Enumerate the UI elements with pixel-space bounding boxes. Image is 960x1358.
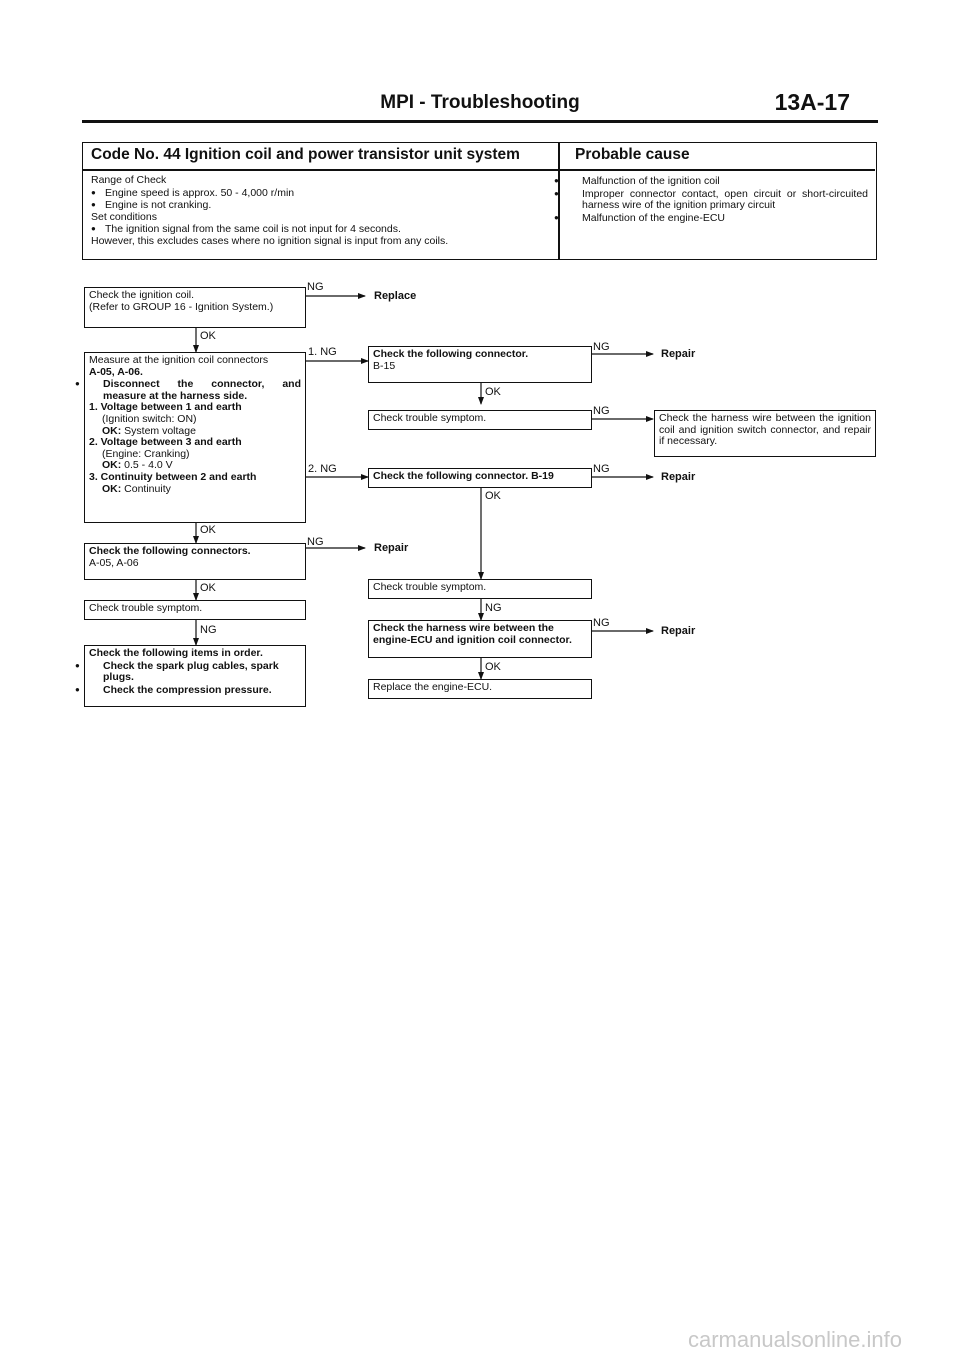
ng-label: NG xyxy=(307,281,324,293)
measure-condition: (Engine: Cranking) xyxy=(102,447,190,460)
box-text: Check trouble symptom. xyxy=(373,581,487,593)
ng-label: NG xyxy=(485,602,502,614)
measure-item: 1. Voltage between 1 and earth xyxy=(89,401,242,414)
box-text: (Refer to GROUP 16 - Ignition System.) xyxy=(89,300,274,313)
code-heading: Code No. 44 Ignition coil and power transistor unit system xyxy=(91,146,520,163)
site-watermark: carmanualsonline.info xyxy=(687,1327,902,1352)
ng-label: NG xyxy=(200,624,217,636)
check-trouble-symptom-box xyxy=(368,579,592,599)
repair-label: Repair xyxy=(661,625,696,637)
range-item: ● Engine is not cranking. xyxy=(91,199,553,212)
box-text: Replace the engine-ECU. xyxy=(373,681,493,693)
check-trouble-symptom-box xyxy=(84,600,306,620)
measure-item: 2. Voltage between 3 and earth xyxy=(89,436,242,449)
ng2-label: 2. NG xyxy=(308,463,337,475)
set-conditions-note: However, this excludes cases where no ignition signal is input from any coils. xyxy=(91,234,449,247)
box-text: B-15 xyxy=(373,359,396,372)
box-text: Check the following items in order. xyxy=(89,647,263,659)
check-connectors-a05-a06-box xyxy=(84,543,306,580)
box-text: Check trouble symptom. xyxy=(373,412,487,424)
set-condition-item: ● The ignition signal from the same coil is not input for 4 seconds. xyxy=(91,223,553,236)
measure-condition: (Ignition switch: ON) xyxy=(102,412,197,425)
ok-label: OK xyxy=(485,661,501,673)
replace-label: Replace xyxy=(374,290,417,302)
box-text: Check the following connector. xyxy=(373,348,529,360)
range-label: Range of Check xyxy=(91,174,167,186)
cause-item: ● Improper connector contact, open circuit or short-circuited harness wire of the ignition primary circuit xyxy=(568,188,868,212)
box-text: Check the harness wire between the engine-ECU and ignition coil connector. xyxy=(373,622,572,646)
check-harness-coil-box xyxy=(654,410,876,457)
cause-item: ● Malfunction of the ignition coil xyxy=(568,175,868,188)
page-title: MPI - Troubleshooting xyxy=(380,92,580,113)
measure-ok: OK: System voltage xyxy=(102,424,196,437)
box-text: Check trouble symptom. xyxy=(89,602,203,614)
box-bullet: ● Disconnect the connector, and measure at the harness side. xyxy=(89,378,301,402)
box-text: Measure at the ignition coil connectors xyxy=(89,354,269,366)
ng-label: NG xyxy=(593,617,610,629)
ok-label: OK xyxy=(200,582,216,594)
measure-item: 3. Continuity between 2 and earth xyxy=(89,470,257,483)
ok-label: OK xyxy=(485,386,501,398)
probable-cause-heading: Probable cause xyxy=(575,146,690,163)
box-text: A-05, A-06. xyxy=(89,365,143,378)
box-text: Check the following connector. B-19 xyxy=(373,470,554,482)
ng-label: NG xyxy=(593,341,610,353)
repair-label: Repair xyxy=(661,471,696,483)
box-bullet: ● Check the compression pressure. xyxy=(89,684,301,697)
ok-label: OK xyxy=(200,330,216,342)
measure-ok: OK: 0.5 - 4.0 V xyxy=(102,459,173,472)
measure-ok: OK: Continuity xyxy=(102,482,171,495)
ok-label: OK xyxy=(485,490,501,502)
check-following-items-box xyxy=(84,645,306,707)
set-conditions-label: Set conditions xyxy=(91,210,157,223)
replace-engine-ecu-box xyxy=(368,679,592,699)
check-trouble-symptom-box xyxy=(368,410,592,430)
check-connector-b19-box xyxy=(368,468,592,488)
box-text: A-05, A-06 xyxy=(89,556,139,569)
box-text: Check the harness wire between the ignition coil and ignition switch connector, and repair if necessary. xyxy=(659,412,871,448)
check-harness-ecu-box xyxy=(368,620,592,658)
measure-connectors-box xyxy=(84,352,306,523)
check-connector-b15-box xyxy=(368,346,592,383)
repair-label: Repair xyxy=(661,348,696,360)
ng1-label: 1. NG xyxy=(308,346,337,358)
check-ignition-coil-box xyxy=(84,287,306,328)
box-text: Check the following connectors. xyxy=(89,545,251,557)
ng-label: NG xyxy=(593,463,610,475)
ng-label: NG xyxy=(593,405,610,417)
ok-label: OK xyxy=(200,524,216,536)
page-number: 13A-17 xyxy=(774,89,850,115)
cause-item: ● Malfunction of the engine-ECU xyxy=(568,212,868,225)
repair-label: Repair xyxy=(374,542,409,554)
range-item: ● Engine speed is approx. 50 - 4,000 r/min xyxy=(91,187,553,200)
box-text: Check the ignition coil. xyxy=(89,289,195,301)
box-bullet: ● Check the spark plug cables, spark plugs. xyxy=(89,660,301,684)
ng-label: NG xyxy=(307,536,324,548)
